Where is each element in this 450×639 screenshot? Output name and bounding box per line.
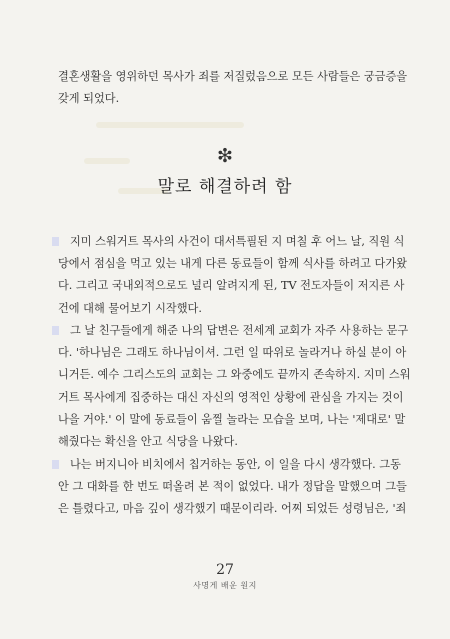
- text-line: 은 틀렸다고, 마음 깊이 생각했기 때문이리라. 어찌 되었든 성령님은, '죄: [58, 502, 407, 516]
- text-line: 그 날 친구들에게 해준 나의 답변은 전세계 교회가 자주 사용하는 문구: [70, 324, 409, 337]
- bleed-through-mark: [96, 122, 244, 128]
- text-line: 다. '하나님은 그래도 하나님이셔. 그런 일 따위로 놀라거나 하실 분이 아: [58, 346, 407, 360]
- text-line: 지미 스워거트 목사의 사건이 대서특필된 지 며칠 후 어느 날, 직원 식: [70, 235, 405, 248]
- section-heading: 말로 해결하려 함: [157, 177, 293, 197]
- text-line: 안 그 대화를 한 번도 떠올려 본 적이 없었다. 내가 정답을 말했으며 그들: [58, 480, 407, 494]
- text-line: 갖게 되었다.: [58, 92, 120, 106]
- running-footer-title: 사명게 배운 원지: [193, 581, 257, 590]
- text-line: 거트 목사에게 집중하는 대신 자신의 영적인 상황에 관심을 가지는 것이: [58, 390, 404, 404]
- text-line: 니거든. 예수 그리스도의 교회는 그 와중에도 끝까지 존속하지. 지미 스워: [58, 368, 411, 382]
- text-line: 나는 버지니아 비치에서 칩거하는 동안, 이 일을 다시 생각했다. 그동: [70, 458, 401, 471]
- paragraph-1: [58, 231, 407, 320]
- carryover-paragraph: [58, 66, 408, 110]
- text-line: 결혼생활을 영위하던 목사가 죄를 저질렀음으로 모든 사람들은 궁금증을: [58, 70, 408, 83]
- text-line: 나을 거야.' 이 말에 동료들이 움찔 놀라는 모습을 보며, 나는 '제대로' 말: [58, 412, 406, 426]
- section-ornament-icon: ❇: [217, 145, 233, 167]
- text-line: 당에서 점심을 먹고 있는 내게 다른 동료들이 함께 식사를 하려고 다가왔: [58, 257, 407, 271]
- paragraph-3: [58, 454, 407, 521]
- paragraph-2: [58, 320, 411, 453]
- text-line: 다. 그리고 국내외적으로도 널리 알려지게 된, TV 전도자들이 저지른 사: [58, 279, 405, 293]
- text-line: 해줬다는 확신을 안고 식당을 나왔다.: [58, 435, 238, 449]
- page-number: 27: [216, 562, 234, 578]
- text-line: 건에 대해 물어보기 시작했다.: [58, 301, 202, 315]
